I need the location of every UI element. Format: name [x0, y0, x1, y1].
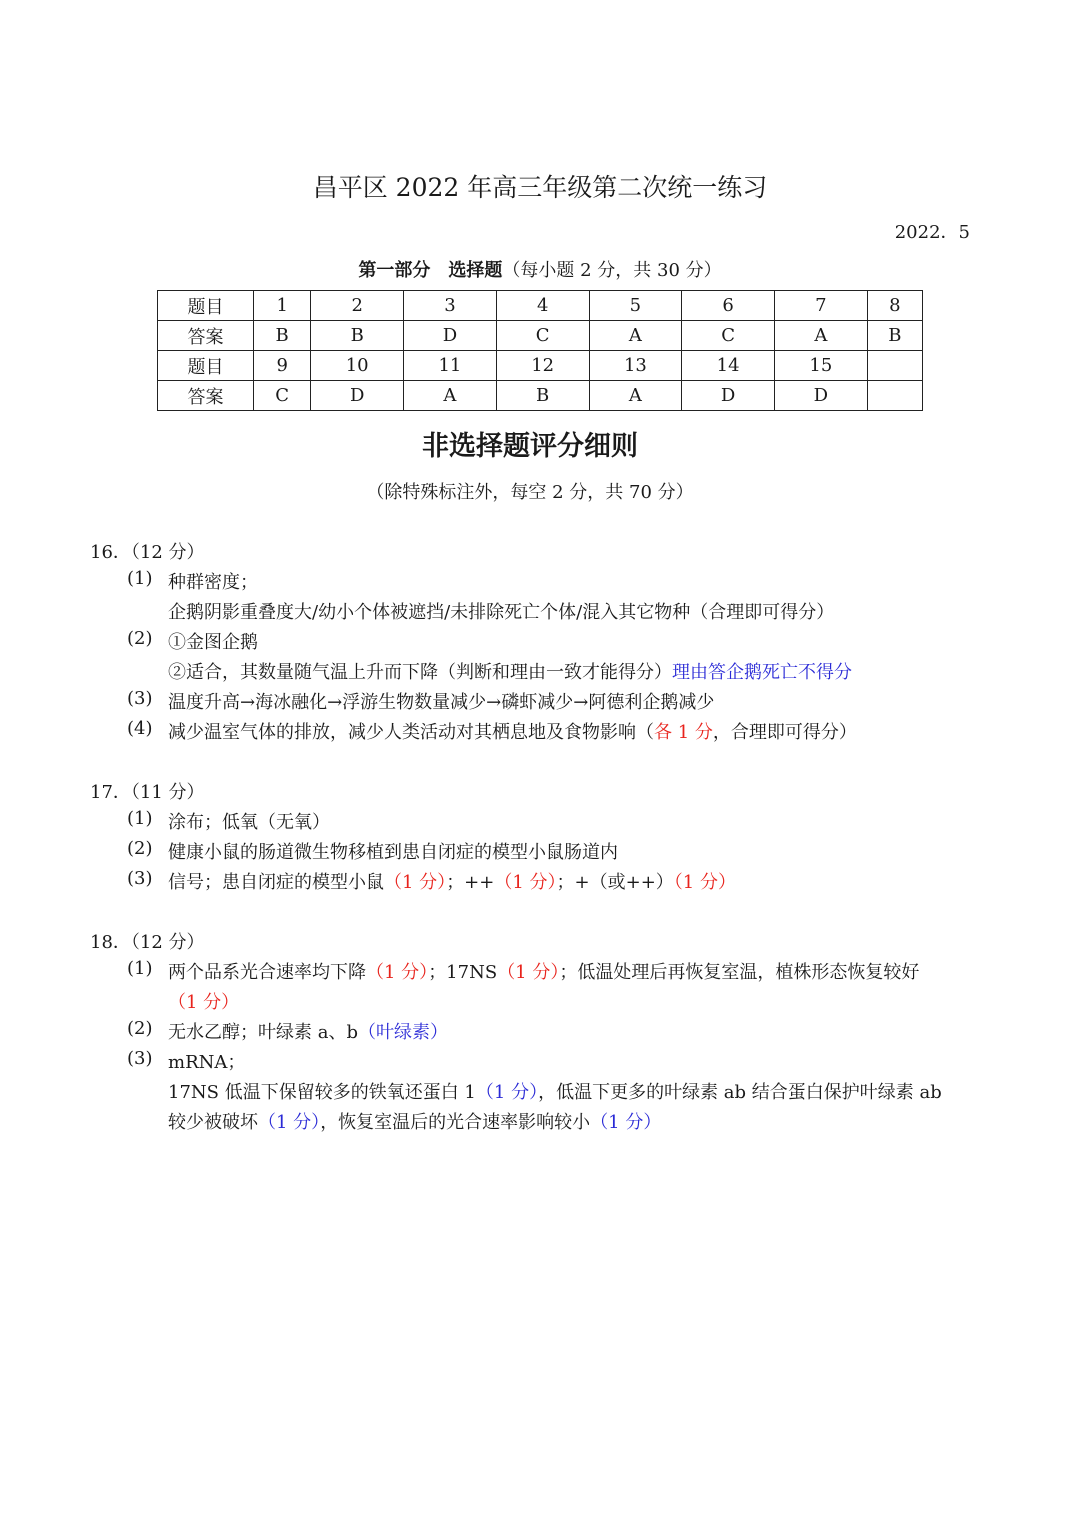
- q18-part2-remark: （叶绿素）: [357, 1022, 448, 1043]
- q18-part2-text: 无水乙醇；叶绿素 a、b: [168, 1022, 358, 1043]
- q18-part3-number: (3): [127, 1048, 153, 1069]
- table-cell: A: [404, 381, 497, 411]
- table-row-header: 答案: [158, 321, 254, 351]
- q16-part2-remark: 理由答企鹅死亡不得分: [672, 662, 852, 683]
- table-cell: 10: [311, 351, 404, 381]
- q18-part3-score-b: （1 分）: [258, 1112, 321, 1133]
- q17-part3-text-a: 信号；患自闭症的模型小鼠: [168, 872, 384, 893]
- q16-part4-tail: ，合理即可得分）: [712, 722, 857, 743]
- table-row: [158, 291, 923, 321]
- table-cell: 14: [682, 351, 775, 381]
- q16-part2-number: (2): [127, 628, 153, 649]
- table-cell: B: [867, 321, 922, 351]
- q16-part1-line1: 种群密度；: [168, 572, 258, 593]
- q18-part2-line1: [168, 1018, 448, 1044]
- q18-part2-number: (2): [127, 1018, 153, 1039]
- q18-part3-line1: mRNA；: [168, 1052, 246, 1073]
- q18-part3-line2: [168, 1078, 942, 1104]
- q18-part3-score-c: （1 分）: [590, 1112, 662, 1133]
- q18-part3-text-c: 较少被破坏: [168, 1112, 258, 1133]
- table-cell: A: [775, 321, 868, 351]
- table-cell: C: [254, 381, 311, 411]
- table-row-header: 题目: [158, 291, 254, 321]
- table-cell: D: [775, 381, 868, 411]
- q17-part3-line1: [168, 868, 736, 894]
- q16-part1-number: (1): [127, 568, 153, 589]
- table-cell: D: [682, 381, 775, 411]
- table-cell: 4: [496, 291, 589, 321]
- part1-label: 第一部分 选择题: [358, 260, 503, 281]
- table-cell: 13: [589, 351, 682, 381]
- table-cell: 5: [589, 291, 682, 321]
- table-cell: A: [589, 321, 682, 351]
- answer-table: [157, 290, 923, 411]
- table-cell: D: [311, 381, 404, 411]
- table-cell: A: [589, 381, 682, 411]
- q17-part1-number: (1): [127, 808, 153, 829]
- q16-part4-score: 各 1 分: [654, 722, 713, 743]
- q16-part2-answer: ②适合，其数量随气温上升而下降（判断和理由一致才能得分）: [168, 662, 672, 683]
- q18-part3-score-a: （1 分）: [475, 1082, 539, 1103]
- q17-part3-score-a: （1 分）: [384, 872, 447, 893]
- table-cell: 15: [775, 351, 868, 381]
- q16-part3-number: (3): [127, 688, 153, 709]
- q16-part4-text: 减少温室气体的排放，减少人类活动对其栖息地及食物影响（: [168, 722, 654, 743]
- q18-part3-text-a: 17NS 低温下保留较多的铁氧还蛋白 1: [168, 1082, 476, 1103]
- part1-note: （每小题 2 分，共 30 分）: [502, 260, 722, 281]
- table-row: [158, 321, 923, 351]
- table-row: [158, 351, 923, 381]
- q18-part3-line3: [168, 1108, 661, 1134]
- table-row-header: 题目: [158, 351, 254, 381]
- table-cell: 6: [682, 291, 775, 321]
- table-cell: 9: [254, 351, 311, 381]
- q16-part4-line1: [168, 718, 857, 744]
- q17-part2-number: (2): [127, 838, 153, 859]
- q18-part1-text-b: ；17NS: [428, 962, 498, 983]
- document-date: 2022．5: [894, 222, 970, 243]
- q18-number: 18．（12 分）: [90, 932, 205, 953]
- q18-part1-line1: [168, 958, 919, 984]
- q16-part4-number: (4): [127, 718, 153, 739]
- q18-part3-text-b: ，低温下更多的叶绿素 ab 结合蛋白保护叶绿素 ab: [538, 1082, 942, 1103]
- table-cell: 3: [404, 291, 497, 321]
- table-cell: [867, 351, 922, 381]
- q18-part1-score-c: （1 分）: [168, 992, 240, 1013]
- table-row: [158, 381, 923, 411]
- q17-part3-score-b: （1 分）: [494, 872, 557, 893]
- section-heading: 非选择题评分细则: [422, 431, 638, 462]
- q17-part1-line1: 涂布；低氧（无氧）: [168, 812, 330, 833]
- table-cell: B: [254, 321, 311, 351]
- table-cell: C: [496, 321, 589, 351]
- q18-part1-text-a: 两个品系光合速率均下降: [168, 962, 366, 983]
- table-cell: B: [311, 321, 404, 351]
- table-cell: 1: [254, 291, 311, 321]
- q16-number: 16．（12 分）: [90, 542, 205, 563]
- document-title: 昌平区 2022 年高三年级第二次统一练习: [312, 173, 768, 202]
- part1-heading: [0, 256, 1080, 282]
- table-cell: D: [404, 321, 497, 351]
- q17-part3-text-b: ；++: [446, 872, 495, 893]
- q17-part2-line1: 健康小鼠的肠道微生物移植到患自闭症的模型小鼠肠道内: [168, 842, 618, 863]
- q18-part3-text-d: ，恢复室温后的光合速率影响较小: [320, 1112, 591, 1133]
- table-cell: B: [496, 381, 589, 411]
- q17-number: 17．（11 分）: [90, 782, 205, 803]
- q16-part2-line1: ①金图企鹅: [168, 632, 258, 653]
- q18-part1-score-b: （1 分）: [497, 962, 560, 983]
- table-cell: [867, 381, 922, 411]
- q17-part3-number: (3): [127, 868, 153, 889]
- table-cell: C: [682, 321, 775, 351]
- table-cell: 8: [867, 291, 922, 321]
- q16-part1-line2: 企鹅阴影重叠度大/幼小个体被遮挡/未排除死亡个体/混入其它物种（合理即可得分）: [168, 602, 835, 623]
- table-row-header: 答案: [158, 381, 254, 411]
- q16-part2-line2: [168, 658, 852, 684]
- table-cell: 12: [496, 351, 589, 381]
- table-cell: 11: [404, 351, 497, 381]
- table-cell: 2: [311, 291, 404, 321]
- table-cell: 7: [775, 291, 868, 321]
- q18-part1-text-c: ；低温处理后再恢复室温，植株形态恢复较好: [559, 962, 920, 983]
- q18-part1-number: (1): [127, 958, 153, 979]
- q17-part3-score-c: （1 分）: [673, 872, 736, 893]
- q17-part3-text-c: ；+（或++）: [556, 872, 674, 893]
- q16-part3-line1: 温度升高→海冰融化→浮游生物数量减少→磷虾减少→阿德利企鹅减少: [168, 692, 715, 713]
- q18-part1-score-a: （1 分）: [366, 962, 429, 983]
- section-note: （除特殊标注外，每空 2 分，共 70 分）: [366, 482, 694, 503]
